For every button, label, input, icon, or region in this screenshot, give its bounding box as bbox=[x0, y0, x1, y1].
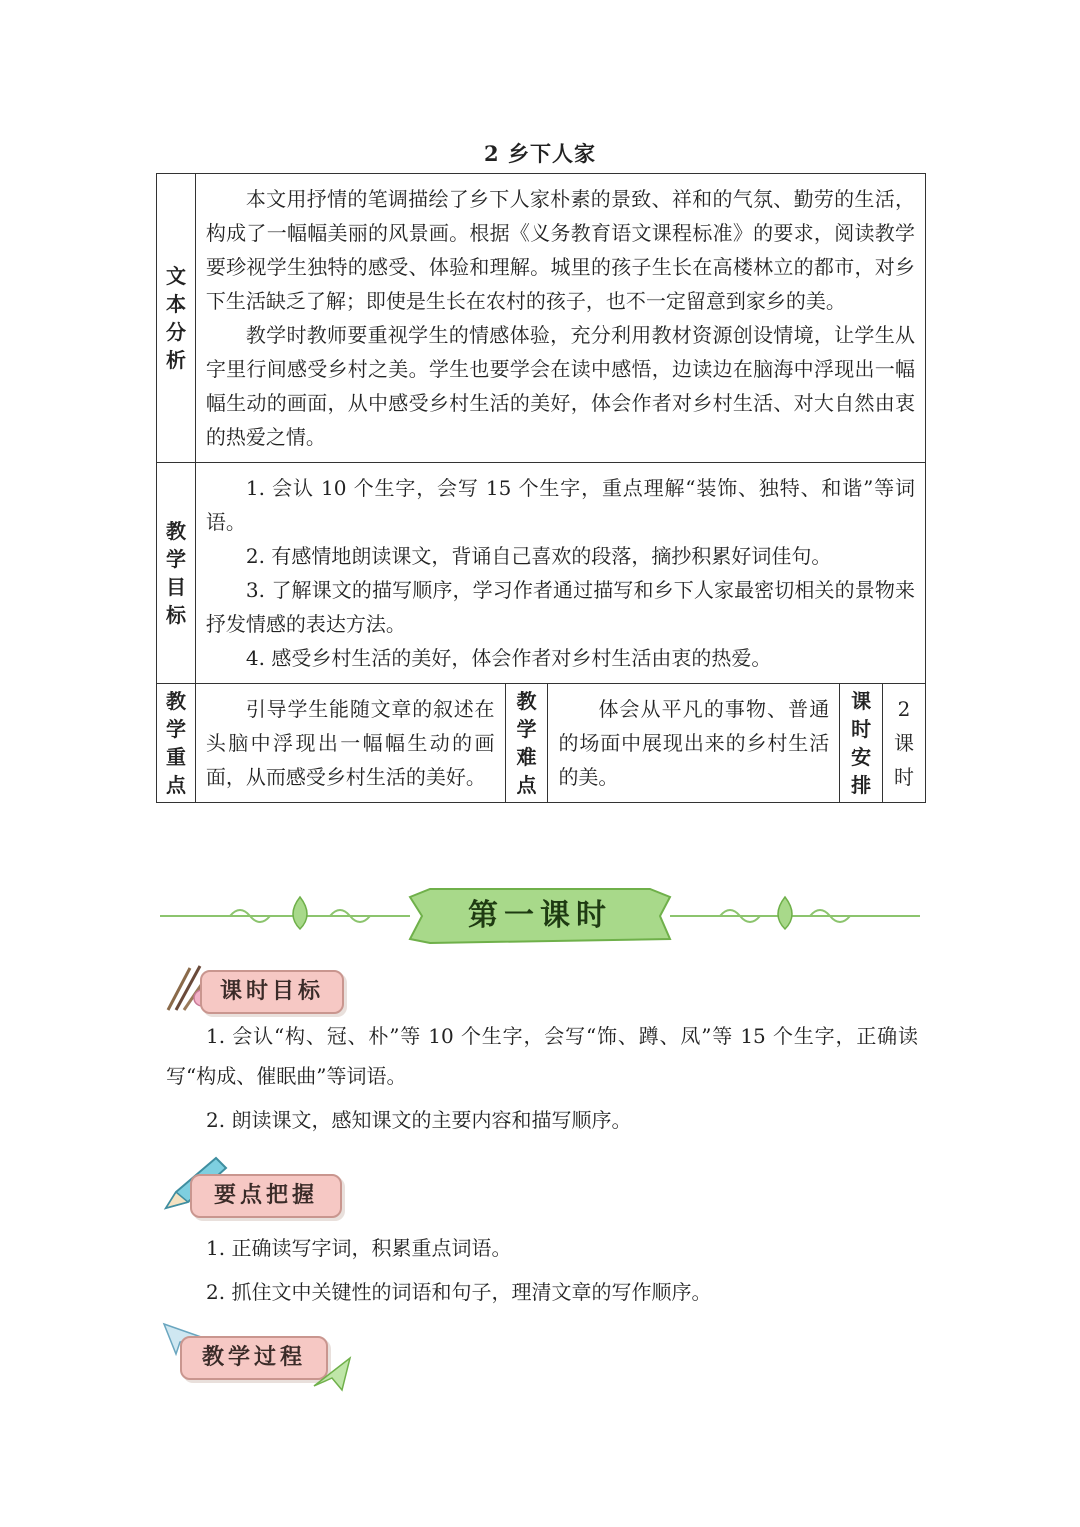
objectives-tag: 课时目标 bbox=[200, 970, 344, 1014]
analysis-paragraph: 教学时教师要重视学生的情感体验，充分利用教材资源创设情境，让学生从字里行间感受乡村之美。学生也要学会在读中感悟，边读边在脑海中浮现出一幅幅生动的画面，从中感受乡村生活的美好，体会作者对乡村生活、对大自然由衷的热爱之情。 bbox=[205, 323, 915, 449]
keygrasp-item: 2. 抓住文中关键性的词语和句子，理清文章的写作顺序。 bbox=[206, 1280, 712, 1304]
schedule-label: 课 时 安 排 bbox=[840, 684, 883, 803]
paper-plane-green-icon bbox=[312, 1356, 352, 1392]
analysis-row bbox=[157, 174, 926, 463]
goals-label: 教 学 目 标 bbox=[157, 463, 196, 684]
difficulties-label: 教 学 难 点 bbox=[505, 684, 548, 803]
goals-row bbox=[157, 463, 926, 684]
keypoints-label: 教 学 重 点 bbox=[157, 684, 196, 803]
objectives-list bbox=[166, 1016, 918, 1140]
goal-item: 2. 有感情地朗读课文，背诵自己喜欢的段落，摘抄积累好词佳句。 bbox=[245, 544, 832, 568]
lesson-plan-table bbox=[156, 173, 926, 803]
goal-item: 4. 感受乡村生活的美好，体会作者对乡村生活由衷的热爱。 bbox=[245, 646, 772, 670]
analysis-content bbox=[195, 174, 925, 463]
keygrasp-item: 1. 正确读写字词，积累重点词语。 bbox=[206, 1236, 512, 1260]
keypoints-row bbox=[157, 684, 926, 803]
schedule-value: 2 课 时 bbox=[883, 684, 926, 803]
lesson-title: 2 乡下人家 bbox=[484, 141, 596, 166]
keygrasp-list bbox=[166, 1228, 918, 1312]
leaf-icon bbox=[293, 897, 307, 929]
banner-title: 第一课时 bbox=[468, 898, 612, 933]
objective-item: 2. 朗读课文，感知课文的主要内容和描写顺序。 bbox=[206, 1108, 632, 1132]
analysis-paragraph: 本文用抒情的笔调描绘了乡下人家朴素的景致、祥和的气氛、勤劳的生活，构成了一幅幅美丽的风景画。根据《义务教育语文课程标准》的要求，阅读教学要珍视学生独特的感受、体验和理解。城里的孩子生长在高楼林立的都市，对乡下生活缺乏了解；即使是生长在农村的孩子，也不一定留意到家乡的美。 bbox=[205, 187, 915, 313]
analysis-label: 文 本 分 析 bbox=[157, 174, 196, 463]
goals-content bbox=[195, 463, 925, 684]
difficulties-content: 体会从平凡的事物、普通的场面中展现出来的乡村生活的美。 bbox=[548, 684, 840, 803]
keypoints-content: 引导学生能随文章的叙述在头脑中浮现出一幅幅生动的画面，从而感受乡村生活的美好。 bbox=[195, 684, 505, 803]
process-tag: 教学过程 bbox=[180, 1336, 328, 1380]
leaf-icon bbox=[778, 897, 792, 929]
goal-item: 1. 会认 10 个生字，会写 15 个生字，重点理解“装饰、独特、和谐”等词语。 bbox=[205, 476, 915, 534]
goal-item: 3. 了解课文的描写顺序，学习作者通过描写和乡下人家最密切相关的景物来抒发情感的表达方法。 bbox=[205, 578, 915, 636]
objective-item: 1. 会认“构、冠、朴”等 10 个生字，会写“饰、蹲、凤”等 15 个生字，正确读写“构成、催眠曲”等词语。 bbox=[166, 1024, 918, 1088]
keygrasp-tag: 要点把握 bbox=[190, 1174, 342, 1218]
